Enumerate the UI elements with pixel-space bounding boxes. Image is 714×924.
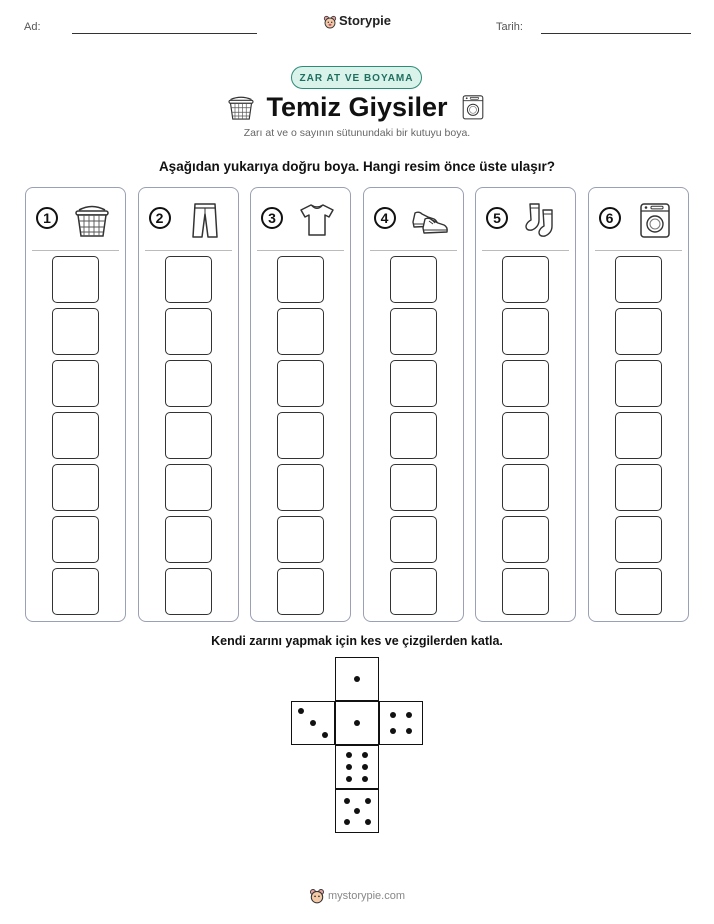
column-number: 2 (149, 207, 171, 229)
column-header (589, 188, 688, 250)
column-divider (595, 250, 682, 251)
color-box[interactable] (165, 516, 212, 563)
color-box[interactable] (52, 360, 99, 407)
color-box[interactable] (502, 412, 549, 459)
color-box[interactable] (277, 256, 324, 303)
dice-pip (344, 819, 350, 825)
column-5 (475, 187, 576, 622)
column-header (139, 188, 238, 250)
color-box[interactable] (165, 360, 212, 407)
dice-pip (354, 676, 360, 682)
color-box[interactable] (502, 464, 549, 511)
column-4 (363, 187, 464, 622)
dice-pip (298, 708, 304, 714)
sneakers-icon (410, 200, 450, 240)
washing-machine-icon (635, 200, 675, 240)
activity-badge: ZAR AT VE BOYAMA (291, 66, 422, 89)
color-box[interactable] (390, 464, 437, 511)
color-box[interactable] (277, 308, 324, 355)
dice-pip (406, 712, 412, 718)
name-line[interactable] (72, 33, 257, 34)
column-2 (138, 187, 239, 622)
dice-face-6 (335, 745, 379, 789)
color-box[interactable] (165, 568, 212, 615)
color-box[interactable] (390, 412, 437, 459)
dice-pip (354, 808, 360, 814)
column-number: 3 (261, 207, 283, 229)
dice-pip (310, 720, 316, 726)
dice-face-1 (335, 657, 379, 701)
color-box[interactable] (165, 412, 212, 459)
color-box[interactable] (277, 516, 324, 563)
column-number: 6 (599, 207, 621, 229)
dice-face-1 (335, 701, 379, 745)
color-box[interactable] (502, 256, 549, 303)
dice-pip (346, 752, 352, 758)
color-box[interactable] (277, 568, 324, 615)
brand-logo (0, 13, 714, 29)
name-label: Ad: (24, 21, 41, 33)
color-box[interactable] (615, 464, 662, 511)
color-box[interactable] (52, 516, 99, 563)
dice-pip (362, 776, 368, 782)
dice-pip (322, 732, 328, 738)
dice-pip (390, 728, 396, 734)
pants-icon (185, 200, 225, 240)
column-divider (482, 250, 569, 251)
color-box[interactable] (165, 256, 212, 303)
column-number: 5 (486, 207, 508, 229)
column-3 (250, 187, 351, 622)
dice-pip (354, 720, 360, 726)
dice-pip (390, 712, 396, 718)
bear-mascot-icon (309, 888, 325, 904)
color-box[interactable] (277, 412, 324, 459)
color-box[interactable] (502, 568, 549, 615)
color-box[interactable] (502, 360, 549, 407)
dice-pip (344, 798, 350, 804)
column-6 (588, 187, 689, 622)
color-box[interactable] (502, 516, 549, 563)
color-box[interactable] (277, 464, 324, 511)
footer-url: mystorypie.com (327, 889, 406, 902)
color-box[interactable] (615, 256, 662, 303)
color-box[interactable] (615, 568, 662, 615)
color-box[interactable] (277, 360, 324, 407)
color-box[interactable] (52, 308, 99, 355)
color-box[interactable] (615, 360, 662, 407)
dice-pip (365, 798, 371, 804)
color-box[interactable] (52, 256, 99, 303)
dice-face-3 (291, 701, 335, 745)
dice-instruction: Kendi zarını yapmak için kes ve çizgilerden katla. (211, 634, 503, 648)
column-divider (32, 250, 119, 251)
dice-face-5 (335, 789, 379, 833)
color-box[interactable] (52, 464, 99, 511)
column-number: 4 (374, 207, 396, 229)
brand-name: Storypie (338, 13, 391, 28)
date-line[interactable] (541, 33, 691, 34)
color-box[interactable] (165, 464, 212, 511)
washing-machine-icon (459, 92, 487, 127)
color-box[interactable] (52, 412, 99, 459)
color-box[interactable] (502, 308, 549, 355)
dice-pip (365, 819, 371, 825)
page-title: Temiz Giysiler (266, 92, 448, 122)
color-box[interactable] (390, 256, 437, 303)
dice-face-4 (379, 701, 423, 745)
color-box[interactable] (390, 360, 437, 407)
dice-pip (362, 764, 368, 770)
color-box[interactable] (390, 516, 437, 563)
coloring-instruction: Aşağıdan yukarıya doğru boya. Hangi resim önce üste ulaşır? (158, 159, 556, 174)
dice-pip (406, 728, 412, 734)
date-label: Tarih: (496, 21, 523, 33)
color-box[interactable] (390, 568, 437, 615)
page-subtitle: Zarı at ve o sayının sütunundaki bir kutuyu boya. (243, 127, 471, 139)
dice-pip (346, 776, 352, 782)
socks-icon (522, 200, 562, 240)
column-divider (257, 250, 344, 251)
column-header (364, 188, 463, 250)
bear-mascot-icon (323, 15, 337, 29)
laundry-basket-icon (72, 200, 112, 240)
color-box[interactable] (165, 308, 212, 355)
column-header (251, 188, 350, 250)
column-number: 1 (36, 207, 58, 229)
footer (0, 888, 714, 904)
column-divider (145, 250, 232, 251)
color-box[interactable] (52, 568, 99, 615)
column-header (26, 188, 125, 250)
dice-pip (346, 764, 352, 770)
color-box[interactable] (615, 308, 662, 355)
color-box[interactable] (615, 412, 662, 459)
column-header (476, 188, 575, 250)
column-divider (370, 250, 457, 251)
column-1 (25, 187, 126, 622)
color-box[interactable] (390, 308, 437, 355)
color-box[interactable] (615, 516, 662, 563)
tshirt-icon (297, 200, 337, 240)
dice-pip (362, 752, 368, 758)
